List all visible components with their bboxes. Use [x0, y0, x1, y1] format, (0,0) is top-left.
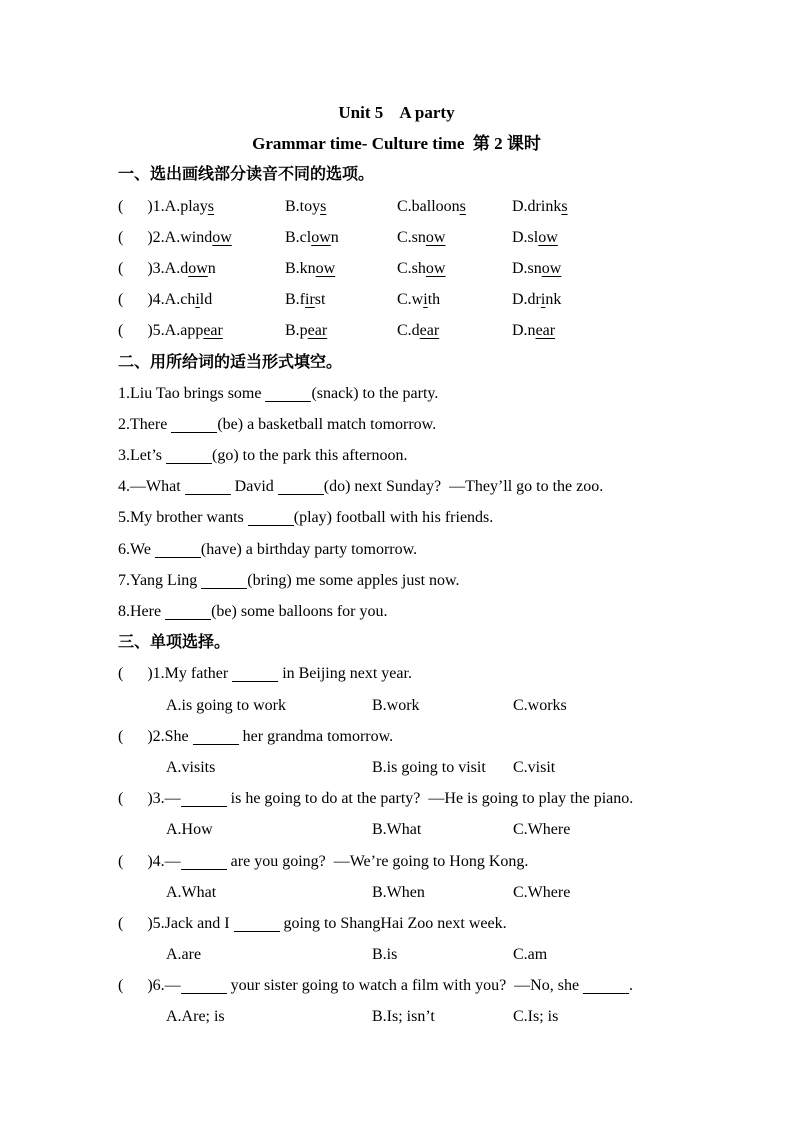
answer-bracket: ( )1. [118, 197, 165, 215]
fill-in-sentence: 1.Liu Tao brings some (snack) to the party. [118, 384, 439, 402]
option-cell-C [397, 284, 512, 315]
section3-questions [118, 658, 703, 1032]
underlined-letters: ow [311, 228, 331, 246]
option-word-A: A.window [164, 228, 232, 246]
underlined-letters: ow [425, 228, 446, 246]
underlined-letters: ow [212, 228, 232, 246]
choice-option-A: A.are [166, 946, 202, 964]
worksheet-body [0, 159, 793, 1032]
choice-question-stem: ( )3.— is he going to do at the party? —He is going to play the piano. [118, 790, 634, 808]
section3-heading: 三、单项选择。 [118, 634, 231, 652]
fill-blank [171, 416, 217, 433]
option-word-A: A.appear [164, 322, 223, 340]
option-word-A: A.down [164, 259, 216, 277]
option-word-A: A.plays [164, 197, 214, 215]
option-word-C: C.show [397, 259, 446, 277]
choice-options-row [118, 752, 703, 783]
fill-blank [232, 665, 278, 682]
underlined-letters: s [207, 197, 214, 215]
pronunciation-question-row [118, 222, 703, 253]
choice-option-C: C.Where [513, 883, 571, 901]
pronunciation-question-row [118, 315, 703, 346]
underlined-letters: ear [307, 322, 328, 340]
option-cell-B [285, 315, 397, 346]
section1-rows [118, 191, 703, 347]
fill-blank [248, 509, 294, 526]
choice-options-row [118, 1001, 703, 1032]
choice-option-A: A.How [166, 821, 213, 839]
answer-bracket: ( )3. [118, 259, 165, 277]
option-word-C: C.dear [397, 322, 440, 340]
fill-blank [181, 790, 227, 807]
option-cell-A [118, 284, 285, 315]
option-word-B: B.know [285, 259, 336, 277]
fill-in-sentence: 2.There (be) a basketball match tomorrow. [118, 415, 437, 433]
option-cell-D [512, 284, 561, 315]
option-word-C: C.balloons [397, 197, 466, 215]
choice-option-C: C.Is; is [513, 1008, 559, 1026]
pronunciation-question-row [118, 253, 703, 284]
choice-question-stem: ( )5.Jack and I going to ShangHai Zoo next week. [118, 914, 507, 932]
option-cell-A [118, 315, 285, 346]
fill-blank [583, 977, 629, 994]
choice-option-B: B.What [372, 821, 422, 839]
underlined-letters: ear [203, 322, 223, 340]
choice-option-A: A.visits [166, 758, 216, 776]
option-cell-A [118, 222, 285, 253]
underlined-letters: ow [315, 259, 336, 277]
option-cell-C [397, 222, 512, 253]
fill-blank [278, 478, 324, 495]
choice-option-B: B.is going to visit [372, 758, 486, 776]
choice-question-stem: ( )1.My father in Beijing next year. [118, 665, 412, 683]
choice-options-row [118, 814, 703, 845]
choice-option-C: C.Where [513, 821, 571, 839]
underlined-letters: ow [425, 259, 446, 277]
fill-in-sentence: 7.Yang Ling (bring) me some apples just now. [118, 571, 460, 589]
underlined-letters: ow [538, 228, 558, 246]
option-word-D: D.slow [512, 228, 558, 246]
choice-option-B: B.Is; isn’t [372, 1008, 435, 1026]
option-word-B: B.toys [285, 197, 327, 215]
fill-blank [165, 603, 211, 620]
option-cell-C [397, 253, 512, 284]
option-cell-D [512, 222, 558, 253]
fill-in-sentence: 3.Let’s (go) to the park this afternoon. [118, 447, 408, 465]
fill-blank [166, 447, 212, 464]
option-cell-B [285, 191, 397, 222]
answer-bracket: ( )4. [118, 291, 165, 309]
choice-option-A: A.is going to work [166, 696, 286, 714]
fill-blank [181, 853, 227, 870]
option-word-B: B.pear [285, 322, 328, 340]
option-word-C: C.snow [397, 228, 446, 246]
fill-blank [185, 478, 231, 495]
choice-option-A: A.What [166, 883, 217, 901]
section2-heading: 二、用所给词的适当形式填空。 [118, 353, 343, 371]
option-cell-A [118, 191, 285, 222]
pronunciation-question-row [118, 284, 703, 315]
fill-blank [193, 728, 239, 745]
pronunciation-question-row [118, 191, 703, 222]
fill-in-sentence: 5.My brother wants (play) football with his friends. [118, 509, 494, 527]
option-word-C: C.with [397, 291, 441, 309]
option-cell-B [285, 222, 397, 253]
worksheet-title: Unit 5 A party [338, 103, 455, 122]
choice-options-row [118, 939, 703, 970]
underlined-letters: ear [419, 322, 440, 340]
choice-option-C: C.am [513, 946, 548, 964]
fill-blank [181, 977, 227, 994]
option-word-B: B.clown [285, 228, 339, 246]
choice-option-B: B.When [372, 883, 425, 901]
underlined-letters: s [561, 197, 568, 215]
option-cell-A [118, 253, 285, 284]
section2-lines [118, 378, 703, 628]
fill-in-sentence: 8.Here (be) some balloons for you. [118, 603, 388, 620]
fill-in-sentence: 4.—What David (do) next Sunday? —They’ll go to the zoo. [118, 478, 604, 496]
underlined-letters: i [540, 291, 546, 309]
option-cell-D [512, 191, 568, 222]
option-word-B: B.first [285, 291, 326, 309]
answer-bracket: ( )5. [118, 322, 165, 340]
option-word-D: D.drinks [512, 197, 568, 215]
option-word-D: D.snow [512, 259, 562, 277]
option-cell-D [512, 253, 561, 284]
underlined-letters: i [423, 291, 428, 309]
option-cell-B [285, 253, 397, 284]
underlined-letters: ir [305, 291, 315, 309]
fill-blank [155, 541, 201, 558]
fill-blank [265, 385, 311, 402]
option-cell-C [397, 191, 512, 222]
fill-blank [234, 915, 280, 932]
choice-option-B: B.is [372, 946, 398, 964]
choice-question-stem: ( )4.— are you going? —We’re going to Hong Kong. [118, 852, 529, 870]
choice-option-C: C.visit [513, 758, 556, 776]
option-word-D: D.drink [512, 291, 562, 309]
option-word-D: D.near [512, 322, 556, 340]
underlined-letters: ow [188, 259, 208, 277]
fill-in-sentence: 6.We (have) a birthday party tomorrow. [118, 540, 418, 558]
option-word-A: A.child [164, 291, 213, 309]
choice-option-C: C.works [513, 696, 567, 714]
underlined-letters: s [459, 197, 466, 215]
underlined-letters: i [195, 291, 200, 309]
underlined-letters: s [320, 197, 327, 215]
option-cell-B [285, 284, 397, 315]
choice-option-A: A.Are; is [166, 1008, 225, 1026]
worksheet-subtitle: Grammar time- Culture time 第 2 课时 [252, 134, 541, 154]
answer-bracket: ( )2. [118, 228, 165, 246]
section1-heading: 一、选出画线部分读音不同的选项。 [118, 166, 375, 184]
fill-blank [201, 572, 247, 589]
choice-question-stem: ( )2.She her grandma tomorrow. [118, 727, 394, 745]
choice-options-row [118, 877, 703, 908]
choice-question-stem: ( )6.— your sister going to watch a film with you? —No, she . [118, 977, 634, 995]
option-cell-C [397, 315, 512, 346]
underlined-letters: ow [541, 259, 562, 277]
choice-options-row [118, 690, 703, 721]
underlined-letters: ear [535, 322, 556, 340]
choice-option-B: B.work [372, 696, 420, 714]
option-cell-D [512, 315, 555, 346]
